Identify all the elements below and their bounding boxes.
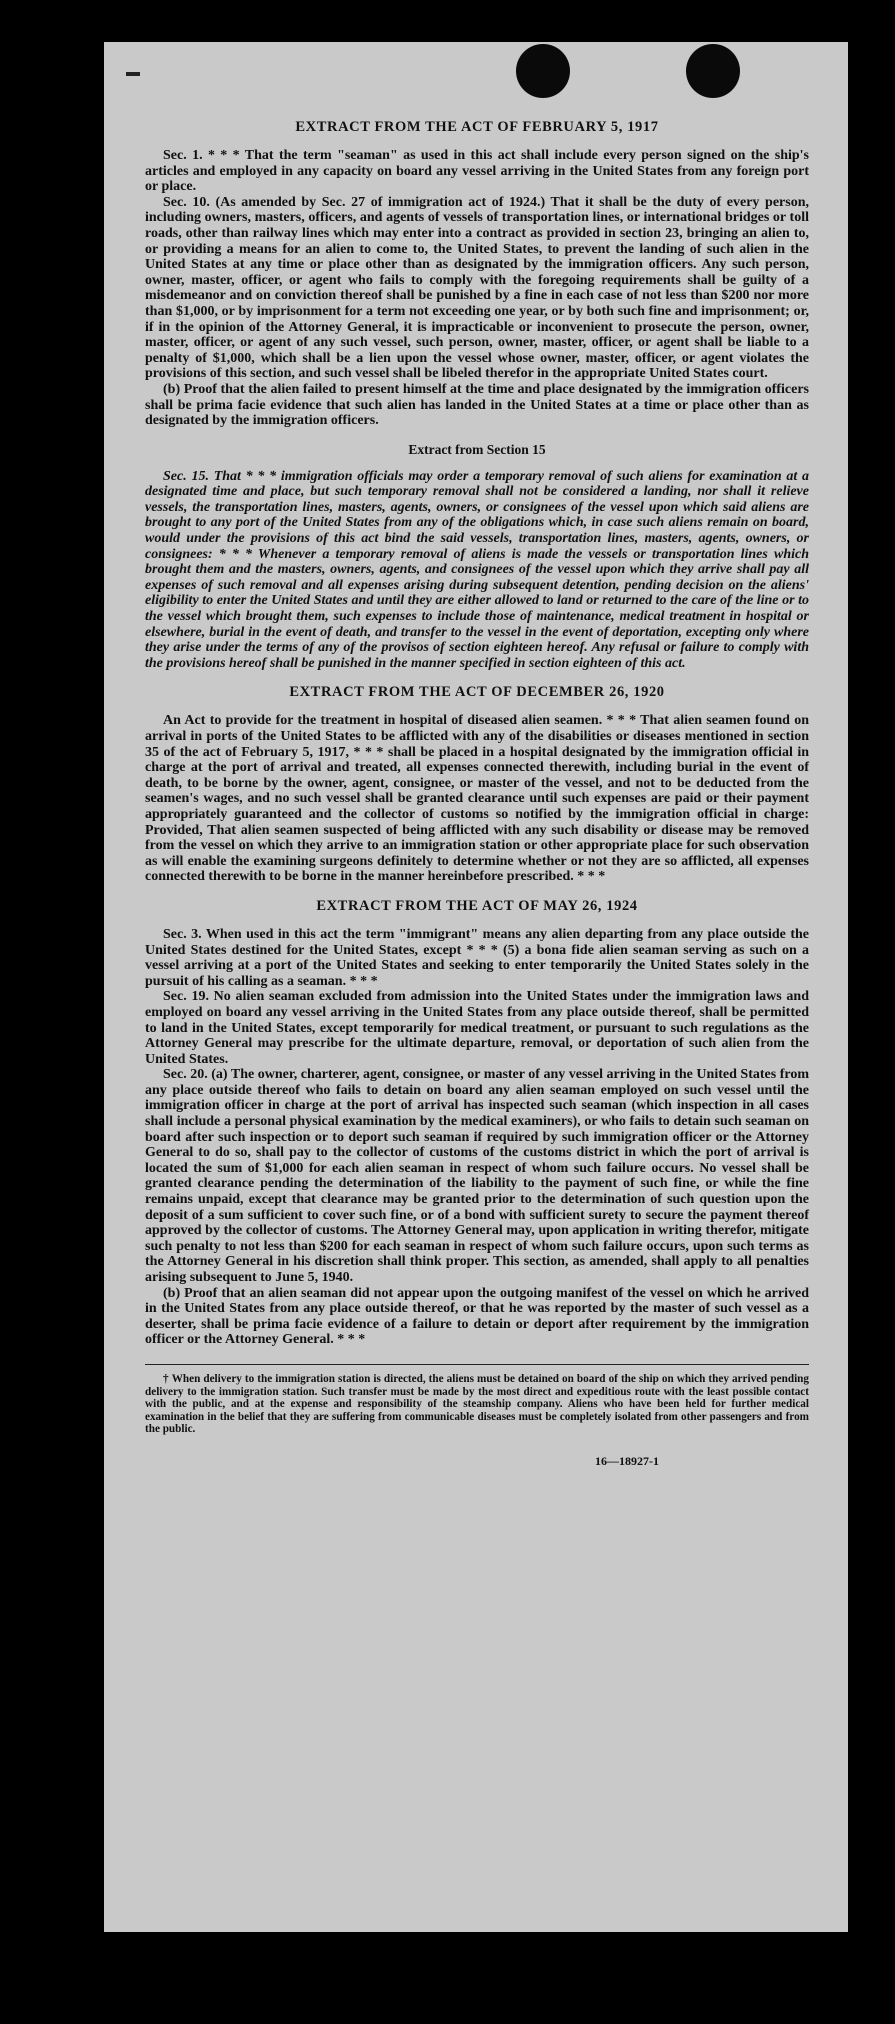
footnote [145, 1373, 809, 1436]
paragraph-sec-3: Sec. 3. When used in this act the term "immigrant" means any alien departing from any place outside the United States destined for the United States, except * * * (5) a bona fide alien seaman serving as such on a vessel arriving at a port of the United States and seeking to enter temporarily the United States solely in the pursuit of his calling as a seaman. * * * [145, 926, 809, 989]
paragraph-sec-10b: (b) Proof that the alien failed to present himself at the time and place designated by the immigration officers shall be prima facie evidence that such alien has landed in the United States at a time or place other than as designated by the immigration officers. [145, 381, 809, 429]
heading-act-1924: EXTRACT FROM THE ACT OF MAY 26, 1924 [316, 897, 638, 914]
subheading-section-15: Extract from Section 15 [408, 441, 546, 457]
paragraph-act-1920: An Act to provide for the treatment in hospital of diseased alien seamen. * * * That alien seamen found on arrival in ports of the United States to be afflicted with any of the disabilities or diseases mentioned in section 35 of the act of February 5, 1917, * * * shall be placed in a hospital designated by the immigration official in charge at the port of arrival and treated, all expenses connected therewith, including burial in the event of death, to be borne by the owner, agent, consignee, or master of the vessel, and not to be deducted from the seamen's wages, and no such vessel shall be granted clearance until such expenses are paid or their payment appropriately guaranteed and the collector of customs so notified by the immigration official in charge: Provided, That alien seamen suspected of being afflicted with any such disability or disease may be removed from the vessel on which they arrive to an immigration station or other appropriate place for such observation as will enable the examining surgeons definitely to determine whether or not they are so afflicted, all expenses connected therewith to be borne in the manner hereinbefore prescribed. * * * [145, 713, 809, 885]
paragraph-sec-1: Sec. 1. * * * That the term "seaman" as used in this act shall include every person signed on the ship's articles and employed in any capacity on board any vessel arriving in the United States from any foreign port or place. [145, 148, 809, 195]
paragraph-sec-20a: Sec. 20. (a) The owner, charterer, agent, consignee, or master of any vessel arriving in the United States from any place outside thereof who fails to detain on board any alien seaman employed on such vessel until the immigration officer in charge at the port of arrival has inspected such seaman (which inspection in all cases shall include a personal physical examination by the medical examiners), or who fails to detain such seaman on board after such inspection or to deport such seaman if required by such immigration officer or the Attorney General to do so, shall pay to the collector of customs of the customs district in which the port of arrival is located the sum of $1,000 for each alien seaman in respect of whom such failure occurs. No vessel shall be granted clearance pending the determination of the liability to the payment of such fine, or while the fine remains unpaid, except that clearance may be granted prior to the determination of such question upon the deposit of a sum sufficient to cover such fine, or of a bond with sufficient surety to secure the payment thereof approved by the collector of customs. The Attorney General may, upon application in writing therefor, mitigate such penalty to not less than $200 for each seaman in respect of whom such failure occurs, upon such terms as the Attorney General in his discretion shall think proper. This section, as amended, shall apply to all penalties arising subsequent to June 5, 1940. [145, 1067, 809, 1285]
heading-act-1917: EXTRACT FROM THE ACT OF FEBRUARY 5, 1917 [295, 119, 659, 135]
paragraph-sec-10: Sec. 10. (As amended by Sec. 27 of immigration act of 1924.) That it shall be the duty of every person, including owners, masters, officers, and agents of vessels of transportation lines, or international bridges or toll roads, other than railway lines which may enter into a contract as provided in section 23, bringing an alien to, or providing a means for an alien to come to, the United States, to prevent the landing of such alien in the United States at any time or place other than as designated by the immigration officers. Any such person, owner, master, officer, or agent who fails to comply with the foregoing requirements shall be guilty of a misdemeanor and on conviction thereof shall be punished by a fine in each case of not less than $200 nor more than $1,000, or by imprisonment for a term not exceeding one year, or by both such fine and imprisonment; or, if in the opinion of the Attorney General, it is impracticable or inconvenient to prosecute the person, owner, master, officer, or agent of any such vessel, such person, owner, master, officer, or agent shall be liable to a penalty of $1,000, which shall be a lien upon the vessel whose owner, master, officer, or agent violates the provisions of this section, and such vessel shall be libeled therefor in the appropriate United States court. [145, 194, 809, 382]
document-page [104, 42, 848, 1932]
paragraph-sec-19: Sec. 19. No alien seaman excluded from admission into the United States under the immigration laws and employed on board any vessel arriving in the United States from any place outside thereof, shall be permitted to land in the United States, except temporarily for medical treatment, or pursuant to such regulations as the Attorney General may prescribe for the ultimate departure, removal, or deportation of such alien from the United States. [145, 989, 809, 1067]
form-number: 16—18927-1 [595, 1453, 659, 1468]
section-15 [145, 469, 809, 672]
heading-act-1920: EXTRACT FROM THE ACT OF DECEMBER 26, 1920 [289, 684, 665, 701]
punch-hole-right [686, 44, 740, 98]
section-1920 [145, 713, 809, 885]
document-body [145, 118, 809, 1469]
ink-mark [126, 72, 140, 76]
paragraph-sec-15: Sec. 15. That * * * immigration officials may order a temporary removal of such aliens for examination at a designated time and place, but such temporary removal shall not be considered a landing, nor shall it relieve vessels, the transportation lines, masters, agents, owners, or consignees of the vessel upon which said aliens are brought to any port of the United States from any of the obligations which, in case such aliens remain on board, would under the provisions of this act bind the said vessels, transportation lines, masters, agents, owners, or consignees: * * * Whenever a temporary removal of aliens is made the vessels or transportation lines which brought them and the masters, owners, agents, and consignees of the vessel upon which they arrive shall pay all expenses of such removal and all expenses arising during subsequent detention, pending decision on the aliens' eligibility to enter the United States and until they are either allowed to land or returned to the care of the line or to the vessel which brought them, such expenses to include those of maintenance, medical treatment in hospital or elsewhere, burial in the event of death, and transfer to the vessel in the event of deportation, excepting only where they arise under the terms of any of the provisos of section eighteen hereof. Any refusal or failure to comply with the provisions hereof shall be punished in the manner specified in section eighteen of this act. [145, 468, 809, 671]
section-1917 [145, 148, 809, 429]
footnote-divider [145, 1364, 809, 1365]
punch-hole-left [516, 44, 570, 98]
footnote-text: † When delivery to the immigration station is directed, the aliens must be detained on board of the ship on which they arrived pending delivery to the immigration station. Such transfer must be made by the most direct and expeditious route with the least possible contact with the public, and at the expense and responsibility of the steamship company. Aliens who have been held for further medical examination in the belief that they are suffering from communicable diseases must be completely isolated from other passengers and from the public. [145, 1372, 809, 1436]
section-1924 [145, 927, 809, 1348]
paragraph-sec-20b: (b) Proof that an alien seaman did not appear upon the outgoing manifest of the vessel on which he arrived in the United States from any place outside thereof, or that he was reported by the master of such vessel as a deserter, shall be prima facie evidence of a failure to detain or deport after requirement by the immigration officer or the Attorney General. * * * [145, 1285, 809, 1348]
